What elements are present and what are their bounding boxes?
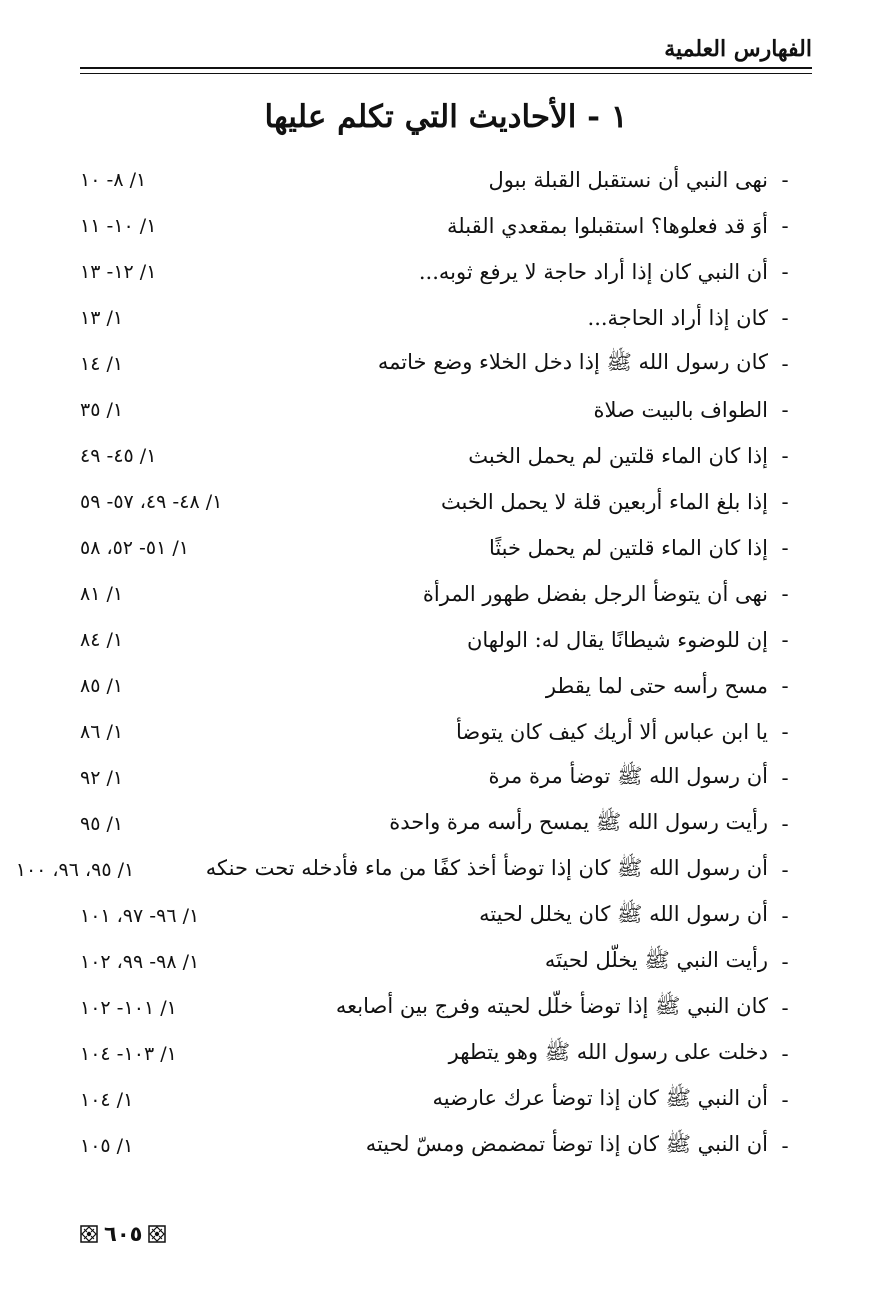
page-reference: ١/ ١٠١- ١٠٢ (80, 997, 177, 1019)
page-reference: ١/ ١٠- ١١ (80, 215, 157, 237)
hadith-text: رأيت رسول الله ﷺ يمسح رأسه مرة واحدة (389, 809, 768, 834)
entry-dash: - (781, 1042, 789, 1066)
index-entry (80, 525, 802, 571)
hadith-text: رأيت النبي ﷺ يخلّل لحيتَه (544, 947, 768, 972)
page-reference: ١/ ٩٢ (80, 767, 124, 789)
hadith-text: يا ابن عباس ألا أريك كيف كان يتوضأ (455, 720, 768, 744)
hadith-text: إذا كان الماء قلتين لم يحمل الخبث (468, 444, 768, 468)
header-rule-thick (80, 67, 812, 69)
index-entry (80, 479, 802, 525)
index-entry (80, 801, 802, 847)
index-entry (80, 387, 802, 433)
index-entry (80, 1031, 802, 1077)
entry-body (423, 582, 802, 606)
entry-body (546, 674, 802, 698)
entry-body (378, 349, 802, 380)
entry-body (336, 993, 802, 1024)
entry-body (389, 809, 802, 840)
entry-dash: - (781, 444, 789, 468)
index-entry (80, 893, 802, 939)
entry-body (488, 763, 802, 794)
entry-body (456, 720, 802, 744)
index-entry (80, 341, 802, 387)
page-reference: ١/ ١٢- ١٣ (80, 261, 157, 283)
entry-dash: - (781, 306, 789, 330)
entry-body (545, 947, 802, 978)
entry-body (441, 490, 802, 514)
page-reference: ١/ ٩٥ (80, 813, 124, 835)
entry-dash: - (781, 812, 789, 836)
hadith-text: إذا بلغ الماء أربعين قلة لا يحمل الخبث (440, 490, 768, 514)
entry-dash: - (781, 720, 789, 744)
entry-dash: - (781, 674, 789, 698)
page-reference: ١/ ١٠٤ (80, 1089, 134, 1111)
hadith-text: كان إذا أراد الحاجة... (587, 306, 768, 330)
entry-dash: - (781, 1134, 789, 1158)
hadith-text: دخلت على رسول الله ﷺ وهو يتطهر (448, 1039, 768, 1064)
index-entry (80, 939, 802, 985)
entry-dash: - (781, 904, 789, 928)
entry-dash: - (781, 536, 789, 560)
page-reference: ١/ ٨٥ (80, 675, 124, 697)
page-reference: ١/ ٨٤ (80, 629, 124, 651)
page-reference: ١/ ٨١ (80, 583, 124, 605)
page-reference: ١/ ٩٦- ٩٧، ١٠١ (80, 905, 200, 927)
page-reference: ١/ ٤٨- ٤٩، ٥٧- ٥٩ (80, 491, 223, 513)
entry-body (366, 1131, 802, 1162)
page-number: ٦٠٥ (104, 1222, 143, 1246)
entry-dash: - (781, 214, 789, 238)
hadith-text: أن النبي ﷺ كان إذا توضأ تمضمض ومسّ لحيته (365, 1131, 768, 1156)
entry-dash: - (781, 582, 789, 606)
hadith-text: إذا كان الماء قلتين لم يحمل خبثًا (488, 536, 768, 560)
entry-dash: - (781, 490, 789, 514)
page-reference: ١/ ١٣ (80, 307, 124, 329)
hadith-text: مسح رأسه حتى لما يقطر (545, 674, 768, 698)
entry-body (489, 536, 802, 560)
entry-dash: - (781, 766, 789, 790)
index-entry (80, 203, 802, 249)
entry-dash: - (781, 398, 789, 422)
entry-dash: - (781, 858, 789, 882)
section-title: ١ - الأحاديث التي تكلم عليها (264, 99, 628, 135)
page-reference: ١/ ١٤ (80, 353, 124, 375)
ornament-icon (148, 1225, 166, 1243)
entry-body (467, 628, 802, 652)
running-head-title: الفهارس العلمية (664, 36, 812, 62)
hadith-text: أن النبي كان إذا أراد حاجة لا يرفع ثوبه... (418, 260, 768, 284)
entry-body (479, 901, 802, 932)
entry-dash: - (781, 628, 789, 652)
hadith-index-list (15, 157, 802, 1169)
entry-body (447, 214, 802, 238)
entry-body (419, 260, 802, 284)
page-reference: ١/ ٨٦ (80, 721, 124, 743)
entry-dash: - (781, 950, 789, 974)
hadith-text: كان رسول الله ﷺ إذا دخل الخلاء وضع خاتمه (377, 349, 768, 374)
index-entry (80, 985, 802, 1031)
hadith-text: أن رسول الله ﷺ كان إذا توضأ أخذ كفًا من ماء فأدخله تحت حنكه (205, 855, 768, 880)
index-entry (80, 157, 802, 203)
entry-dash: - (781, 1088, 789, 1112)
page-reference: ١/ ٤٥- ٤٩ (80, 445, 157, 467)
hadith-text: أن رسول الله ﷺ توضأ مرة مرة (488, 763, 768, 788)
entry-body (588, 306, 802, 330)
entry-body (433, 1085, 802, 1116)
hadith-text: أن النبي ﷺ كان إذا توضأ عرك عارضيه (432, 1085, 768, 1110)
hadith-text: نهى النبي أن نستقبل القبلة ببول (488, 168, 768, 192)
index-entry (80, 663, 802, 709)
index-entry (80, 295, 802, 341)
index-entry (80, 1123, 802, 1169)
entry-body (593, 398, 802, 422)
index-entry (80, 709, 802, 755)
header-rule-thin (80, 73, 812, 74)
hadith-text: الطواف بالبيت صلاة (593, 398, 768, 422)
page-reference: ١/ ٨- ١٠ (80, 169, 147, 191)
index-entry (80, 1077, 802, 1123)
hadith-text: أوَ قد فعلوها؟ استقبلوا بمقعدي القبلة (447, 214, 768, 238)
entry-dash: - (781, 260, 789, 284)
index-entry (80, 755, 802, 801)
entry-body (206, 855, 802, 886)
hadith-text: كان النبي ﷺ إذا توضأ خلّل لحيته وفرج بين أصابعه (335, 993, 768, 1018)
hadith-text: نهى أن يتوضأ الرجل بفضل طهور المرأة (422, 582, 768, 606)
index-entry (80, 617, 802, 663)
entry-body (468, 444, 802, 468)
entry-dash: - (781, 352, 789, 376)
page-reference: ١/ ٣٥ (80, 399, 124, 421)
page-reference: ١/ ٥١- ٥٢، ٥٨ (80, 537, 190, 559)
hadith-text: إن للوضوء شيطانًا يقال له: الولهان (466, 628, 768, 652)
entry-dash: - (781, 168, 789, 192)
page-reference: ١/ ١٠٥ (80, 1135, 134, 1157)
index-entry (80, 571, 802, 617)
index-entry (15, 847, 802, 893)
page-reference: ١/ ٩٨- ٩٩، ١٠٢ (80, 951, 200, 973)
index-entry (80, 249, 802, 295)
page-reference: ١/ ٩٥، ٩٦، ١٠٠ (15, 859, 135, 881)
page-folio (80, 1222, 166, 1246)
ornament-icon (80, 1225, 98, 1243)
page-reference: ١/ ١٠٣- ١٠٤ (80, 1043, 177, 1065)
entry-dash: - (781, 996, 789, 1020)
entry-body (449, 1039, 802, 1070)
index-entry (80, 433, 802, 479)
hadith-text: أن رسول الله ﷺ كان يخلل لحيته (479, 901, 768, 926)
entry-body (488, 168, 802, 192)
